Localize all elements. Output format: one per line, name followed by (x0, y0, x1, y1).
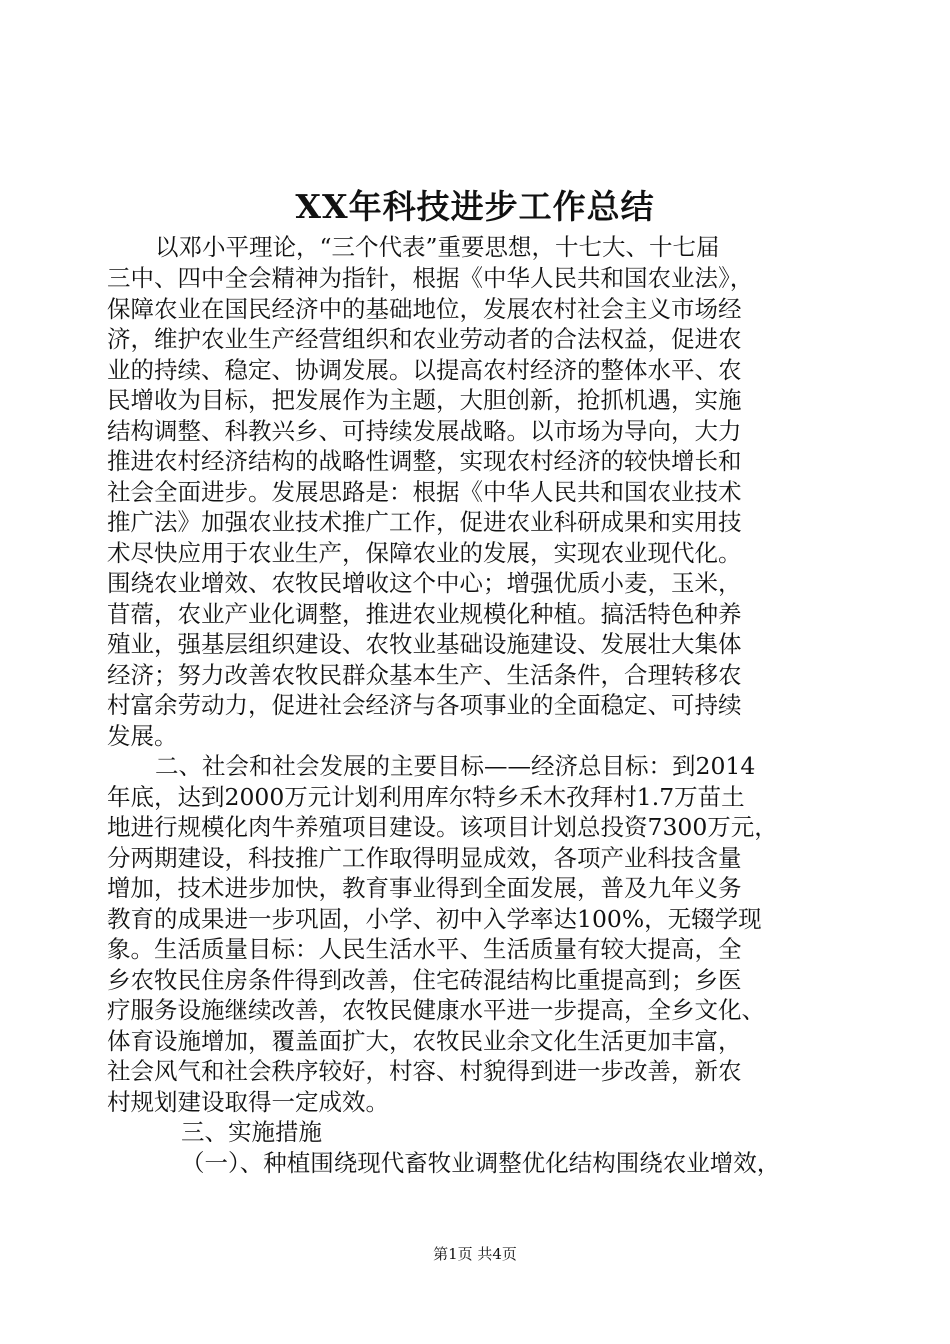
body-line: 村富余劳动力，促进社会经济与各项事业的全面稳定、可持续 (107, 691, 742, 719)
body-line: 社会全面进步。发展思路是：根据《中华人民共和国农业技术 (107, 478, 742, 506)
body-line: 村规划建设取得一定成效。 (107, 1088, 389, 1116)
body-line: 结构调整、科教兴乡、可持续发展战略。以市场为导向，大力 (107, 417, 742, 445)
body-line: 民增收为目标，把发展作为主题，大胆创新，抢抓机遇，实施 (107, 386, 742, 414)
body-line: 推广法》加强农业技术推广工作，促进农业科研成果和实用技 (107, 508, 742, 536)
body-line: 三中、四中全会精神为指针，根据《中华人民共和国农业法》， (107, 264, 754, 292)
body-line: 乡农牧民住房条件得到改善，住宅砖混结构比重提高到；乡医 (107, 966, 742, 994)
body-line: 教育的成果进一步巩固，小学、初中入学率达100%，无辍学现 (107, 905, 762, 933)
body-line: 济，维护农业生产经营组织和农业劳动者的合法权益，促进农 (107, 325, 742, 353)
body-line: 体育设施增加，覆盖面扩大，农牧民业余文化生活更加丰富， (107, 1027, 742, 1055)
body-line: 推进农村经济结构的战略性调整，实现农村经济的较快增长和 (107, 447, 742, 475)
body-line: 疗服务设施继续改善，农牧民健康水平进一步提高，全乡文化、 (107, 996, 765, 1024)
body-line: 社会风气和社会秩序较好，村容、村貌得到进一步改善，新农 (107, 1057, 742, 1085)
body-line: 围绕农业增效、农牧民增收这个中心；增强优质小麦，玉米， (107, 569, 742, 597)
body-line: 经济；努力改善农牧民群众基本生产、生活条件，合理转移农 (107, 661, 742, 689)
body-line: 苜蓿，农业产业化调整，推进农业规模化种植。搞活特色种养 (107, 600, 742, 628)
body-line: （一）、种植围绕现代畜牧业调整优化结构围绕农业增效， (181, 1149, 781, 1177)
section-heading: 三、实施措施 (181, 1118, 322, 1146)
body-line: 术尽快应用于农业生产，保障农业的发展，实现农业现代化。 (107, 539, 742, 567)
body-line: 二、社会和社会发展的主要目标——经济总目标：到2014 (155, 752, 756, 780)
body-line: 以邓小平理论，“三个代表”重要思想，十七大、十七届 (155, 233, 720, 261)
body-line: 殖业，强基层组织建设、农牧业基础设施建设、发展壮大集体 (107, 630, 742, 658)
body-line: 象。生活质量目标：人民生活水平、生活质量有较大提高，全 (107, 935, 742, 963)
body-line: 增加，技术进步加快，教育事业得到全面发展，普及九年义务 (107, 874, 742, 902)
body-line: 地进行规模化肉牛养殖项目建设。该项目计划总投资7300万元， (107, 813, 778, 841)
page-number-footer: 第1页 共4页 (433, 1245, 517, 1263)
body-line: 分两期建设，科技推广工作取得明显成效，各项产业科技含量 (107, 844, 742, 872)
body-line: 业的持续、稳定、协调发展。以提高农村经济的整体水平、农 (107, 356, 742, 384)
body-line: 保障农业在国民经济中的基础地位，发展农村社会主义市场经 (107, 295, 742, 323)
document-title: XX年科技进步工作总结 (295, 187, 655, 226)
body-line: 年底，达到2000万元计划利用库尔特乡禾木孜拜村1.7万苗土 (107, 783, 745, 811)
body-line: 发展。 (107, 722, 178, 750)
